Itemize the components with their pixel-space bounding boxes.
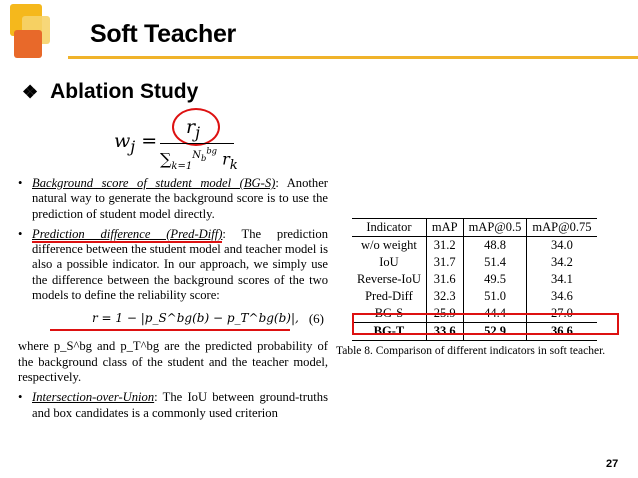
table-cell: 25.9 (426, 305, 463, 323)
table-cell: 52.9 (463, 323, 527, 341)
formula-lhs: $w_j$ = (114, 130, 158, 156)
indicator-table (352, 218, 597, 341)
table-cell: 32.3 (426, 288, 463, 305)
section-heading (22, 80, 198, 104)
equation-6-number: (6) (308, 311, 324, 327)
table-cell: 34.1 (527, 271, 597, 288)
table-row (352, 254, 597, 271)
table-row-highlighted (352, 323, 597, 341)
table-row (352, 288, 597, 305)
bullet-iou (18, 390, 328, 421)
formula-numerator: $r_j$ (186, 116, 201, 142)
table-row (352, 305, 597, 323)
text-after-eq: where p_S^bg and p_T^bg are the predicted probability of the background class of the student and the teacher model, respectively. (18, 339, 328, 384)
term-bg-s: Background score of student model (BG-S) (32, 176, 276, 190)
formula-denominator: $\sum_{k=1}^{N_b^{bg}}$ $r_k$ (160, 146, 238, 173)
table-cell: 48.8 (463, 237, 527, 255)
fraction-bar (160, 143, 234, 144)
col-header: mAP@0.5 (463, 219, 527, 237)
table-cell: 33.6 (426, 323, 463, 341)
table-cell: 44.4 (463, 305, 527, 323)
bullet-bg-s (18, 176, 328, 222)
logo-squares (0, 0, 60, 62)
table-cell: 27.0 (527, 305, 597, 323)
col-header: mAP@0.75 (527, 219, 597, 237)
section-heading-text: Ablation Study (50, 80, 199, 103)
table-cell: BG-S (374, 306, 404, 320)
table-cell: 31.7 (426, 254, 463, 271)
table-cell: 34.2 (527, 254, 597, 271)
table-row (352, 271, 597, 288)
table-cell: Pred-Diff (365, 289, 413, 303)
table-cell: 31.6 (426, 271, 463, 288)
bullet-pred-diff (18, 227, 328, 303)
text-pred-diff: : The prediction difference between the student model and teacher model is also a possible indicator. In our approach, we simply use the difference between the background scores of the two models to define the reliability score: (32, 226, 328, 303)
page-number: 27 (606, 458, 619, 470)
col-header: mAP (426, 219, 463, 237)
table-cell: 49.5 (463, 271, 527, 288)
term-iou: Intersection-over-Union (32, 390, 155, 405)
table-cell: 36.6 (527, 323, 597, 341)
term-pred-diff: Prediction difference (Pred-Diff) (32, 226, 223, 241)
col-header: Indicator (352, 219, 426, 237)
indicator-table-wrap (352, 218, 597, 341)
table-cell: 51.0 (463, 288, 527, 305)
table-row (352, 237, 597, 255)
table-cell: Reverse-IoU (357, 272, 421, 286)
paper-excerpt (18, 176, 328, 426)
text-bg-s: : Another natural way to generate the background score is to use the prediction of student model directly. (32, 176, 328, 221)
table-cell: 51.4 (463, 254, 527, 271)
equation-6 (32, 309, 328, 331)
table-caption: Table 8. Comparison of different indicators in soft teacher. (336, 345, 606, 357)
table-cell: IoU (379, 255, 399, 269)
weight-formula (100, 108, 238, 180)
title-divider (68, 56, 638, 59)
equation-6-text: r = 1 − |p_S^bg(b) − p_T^bg(b)|, (92, 311, 299, 326)
table-cell: 34.6 (527, 288, 597, 305)
table-cell: w/o weight (360, 238, 417, 252)
table-cell: 34.0 (527, 237, 597, 255)
table-cell: 31.2 (426, 237, 463, 255)
table-cell: BG-T (352, 323, 426, 341)
equation-red-underline (50, 329, 290, 331)
text-iou: : The IoU between ground-truths and box candidates is a commonly used criterion (32, 390, 328, 420)
slide-title: Soft Teacher (90, 20, 236, 48)
diamond-bullet-icon: ❖ (22, 81, 39, 102)
